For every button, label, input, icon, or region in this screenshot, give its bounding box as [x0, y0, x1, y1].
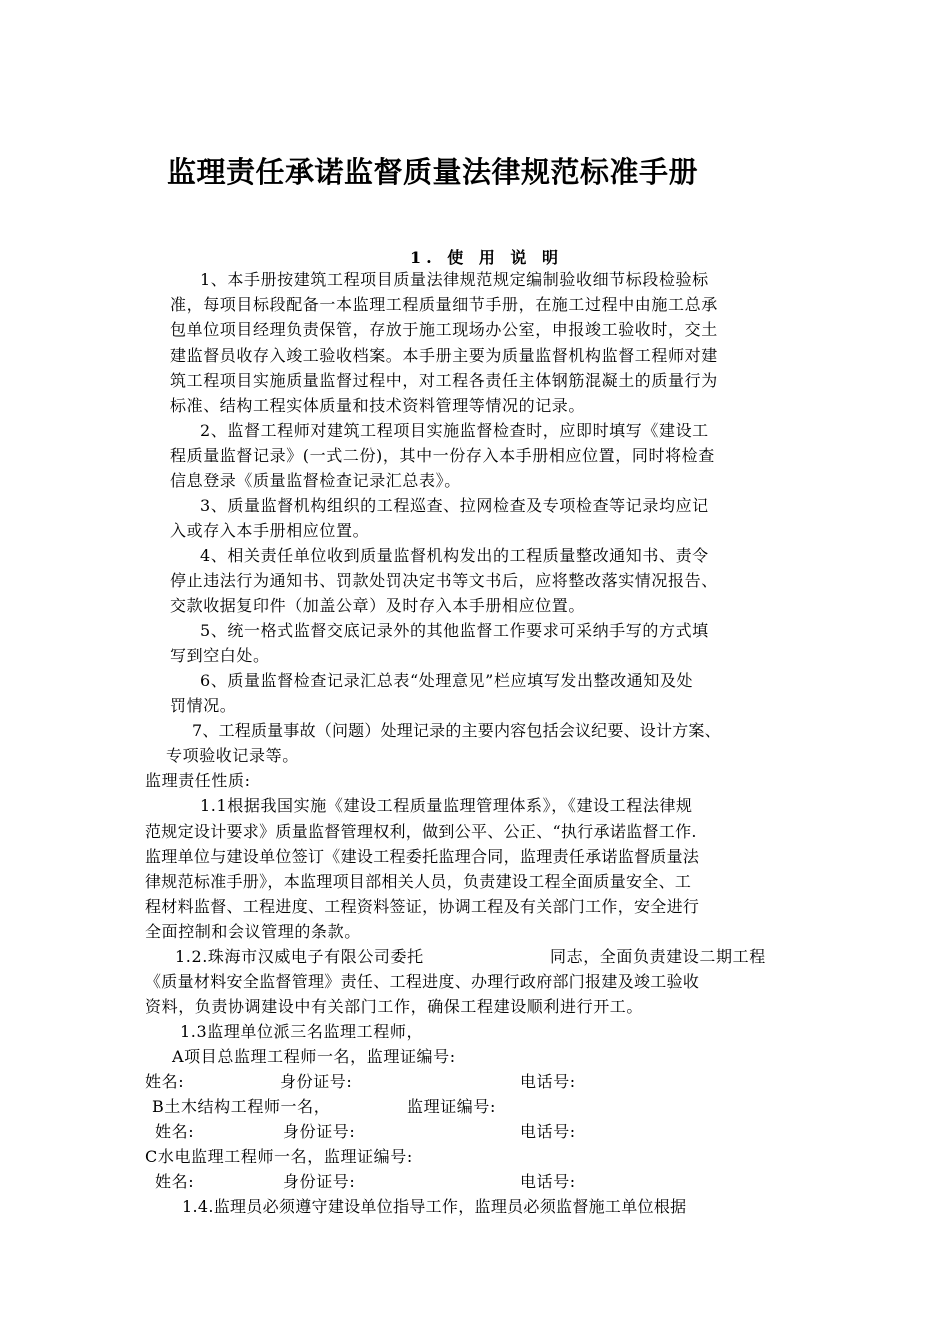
usage-line: 准，每项目标段配备一本监理工程质量细节手册，在施工过程中由施工总承: [170, 295, 718, 314]
nature-line: 1.1根据我国实施《建设工程质量监理管理体系》，《建设工程法律规: [200, 796, 693, 815]
nature-line: 监理单位与建设单位签订《建设工程委托监理合同，监理责任承诺监督质量法: [145, 847, 700, 866]
name-label: 姓名:: [145, 1072, 185, 1091]
name-label: 姓名:: [155, 1172, 195, 1191]
nature-line: 范规定设计要求》质量监督管理权利，做到公平、公正、“执行承诺监督工作.: [145, 822, 697, 841]
usage-line: 7、工程质量事故（问题）处理记录的主要内容包括会议纪要、设计方案、: [192, 721, 721, 740]
nature-line: 律规范标准手册》，本监理项目部相关人员，负责建设工程全面质量安全、工: [145, 872, 692, 891]
usage-line: 6、质量监督检查记录汇总表“处理意见”栏应填写发出整改通知及处: [200, 671, 694, 690]
nature-line: 监理证编号:: [407, 1097, 496, 1116]
nature-line: 同志，全面负责建设二期工程: [550, 947, 766, 966]
section-heading: 1. 使 用 说 明: [410, 248, 563, 267]
name-label: 姓名:: [155, 1122, 195, 1141]
nature-line: 1.4.监理员必须遵守建设单位指导工作，监理员必须监督施工单位根据: [182, 1197, 687, 1216]
usage-line: 2、监督工程师对建筑工程项目实施监督检查时，应即时填写《建设工: [200, 421, 709, 440]
id-number-label: 身份证号:: [280, 1072, 353, 1091]
nature-line: 程材料监督、工程进度、工程资料签证，协调工程及有关部门工作，安全进行: [145, 897, 700, 916]
usage-line: 包单位项目经理负责保管，存放于施工现场办公室，申报竣工验收时，交土: [170, 320, 718, 339]
usage-line: 4、相关责任单位收到质量监督机构发出的工程质量整改通知书、责令: [200, 546, 709, 565]
usage-line: 专项验收记录等。: [166, 746, 299, 765]
usage-line: 5、统一格式监督交底记录外的其他监督工作要求可采纳手写的方式填: [200, 621, 709, 640]
usage-line: 标准、结构工程实体质量和技术资料管理等情况的记录。: [170, 396, 586, 415]
phone-label: 电话号:: [520, 1072, 576, 1091]
usage-line: 建监督员收存入竣工验收档案。本手册主要为质量监督机构监督工程师对建: [170, 346, 718, 365]
usage-line: 停止违法行为通知书、罚款处罚决定书等文书后，应将整改落实情况报告、: [170, 571, 718, 590]
usage-line: 写到空白处。: [170, 646, 270, 665]
id-number-label: 身份证号:: [283, 1172, 356, 1191]
usage-line: 筑工程项目实施质量监督过程中，对工程各责任主体钢筋混凝土的质量行为: [170, 371, 718, 390]
usage-line: 罚情况。: [170, 696, 237, 715]
phone-label: 电话号:: [520, 1172, 576, 1191]
usage-line: 入或存入本手册相应位置。: [170, 521, 370, 540]
nature-line: C水电监理工程师一名，监理证编号:: [145, 1147, 413, 1166]
nature-line: 资料，负责协调建设中有关部门工作，确保工程建设顺利进行开工。: [145, 997, 644, 1016]
nature-line: 《质量材料安全监督管理》责任、工程进度、办理行政府部门报建及竣工验收: [145, 972, 700, 991]
id-number-label: 身份证号:: [283, 1122, 356, 1141]
nature-heading: 监理责任性质:: [145, 771, 251, 790]
phone-label: 电话号:: [520, 1122, 576, 1141]
nature-line: B土木结构工程师一名，: [152, 1097, 331, 1116]
usage-line: 程质量监督记录》(一式二份)，其中一份存入本手册相应位置，同时将检查: [170, 446, 715, 465]
nature-line: A项目总监理工程师一名，监理证编号:: [172, 1047, 456, 1066]
usage-line: 1、本手册按建筑工程项目质量法律规范规定编制验收细节标段检验标: [200, 270, 709, 289]
usage-line: 3、质量监督机构组织的工程巡查、拉网检查及专项检查等记录均应记: [200, 496, 709, 515]
nature-line: 全面控制和会议管理的条款。: [145, 922, 361, 941]
nature-line: 1.2.珠海市汉威电子有限公司委托: [175, 947, 424, 966]
usage-line: 交款收据复印件（加盖公章）及时存入本手册相应位置。: [170, 596, 586, 615]
page-title: 监理责任承诺监督质量法律规范标准手册: [167, 155, 699, 189]
usage-line: 信息登录《质量监督检查记录汇总表》。: [170, 471, 461, 490]
nature-line: 1.3监理单位派三名监理工程师，: [180, 1022, 424, 1041]
